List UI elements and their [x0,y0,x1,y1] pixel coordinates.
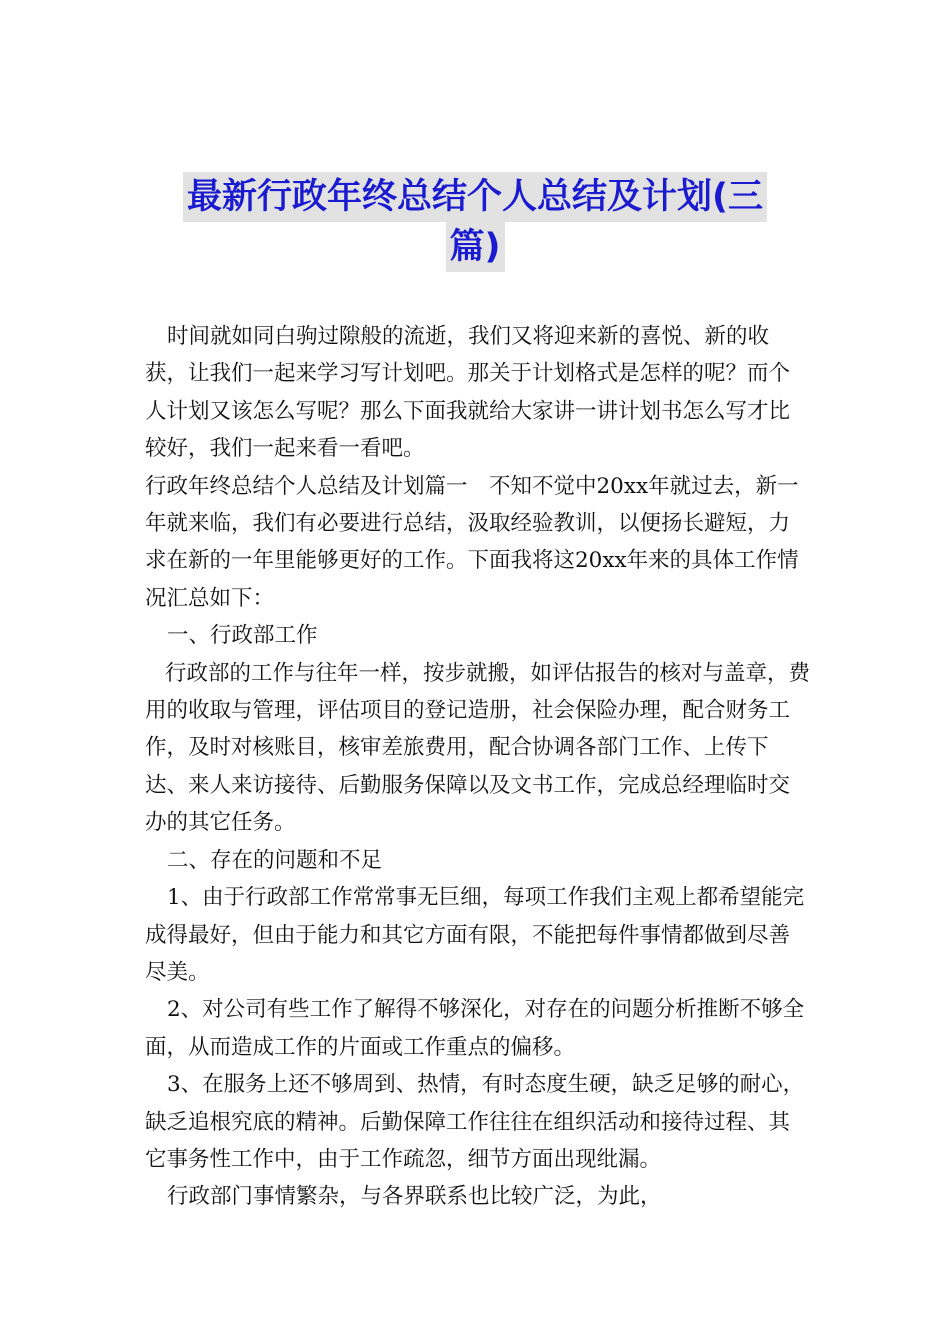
problem-item-2: 2、对公司有些工作了解得不够深化，对存在的问题分析推断不够全面，从而造成工作的片面或工作重点的偏移。 [145,997,805,1060]
section-one-paragraph: 行政年终总结个人总结及计划篇一 不知不觉中20xx年就过去，新一年就来临，我们有必要进行总结，汲取经验教训，以便扬长避短，力求在新的一年里能够更好的工作。下面我将这20xx年来的具体工作情况汇总如下： [145,473,799,611]
title-line-1: 最新行政年终总结个人总结及计划(三 [183,172,767,222]
heading-problems: 二、存在的问题和不足 [167,847,383,873]
document-body [145,318,810,1216]
title-line-2: 篇) [446,222,505,272]
intro-paragraph: 时间就如同白驹过隙般的流逝，我们又将迎来新的喜悦、新的收获，让我们一起来学习写计划吧。那关于计划格式是怎样的呢？而个人计划又该怎么写呢？那么下面我就给大家讲一讲计划书怎么写才比较好，我们一起来看一看吧。 [145,324,791,462]
admin-work-paragraph: 行政部的工作与往年一样，按步就搬，如评估报告的核对与盖章，费用的收取与管理，评估项目的登记造册，社会保险办理，配合财务工作，及时对核账目，核审差旅费用，配合协调各部门工作、上传下达、来人来访接待、后勤服务保障以及文书工作，完成总经理临时交办的其它任务。 [145,660,811,836]
closing-paragraph: 行政部门事情繁杂，与各界联系也比较广泛，为此， [167,1184,662,1210]
document-title [150,172,800,272]
problem-item-3: 3、在服务上还不够周到、热情，有时态度生硬，缺乏足够的耐心，缺乏追根究底的精神。后勤保障工作往往在组织活动和接待过程、其它事务性工作中，由于工作疏忽，细节方面出现纰漏。 [145,1072,805,1172]
problem-item-1: 1、由于行政部工作常常事无巨细，每项工作我们主观上都希望能完成得最好，但由于能力和其它方面有限，不能把每件事情都做到尽善尽美。 [145,885,805,985]
heading-admin-work: 一、行政部工作 [167,623,318,649]
